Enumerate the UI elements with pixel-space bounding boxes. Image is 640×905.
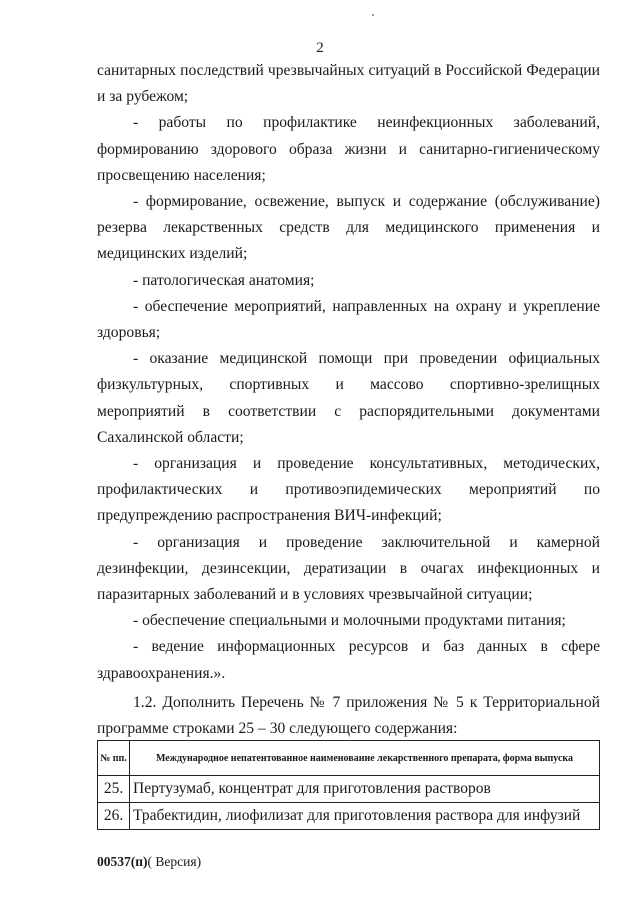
table-header-row xyxy=(98,741,600,776)
page-number: 2 xyxy=(316,40,324,56)
list-item-nutrition: - обеспечение специальными и молочными продуктами питания; xyxy=(133,612,566,630)
row-number: 25. xyxy=(98,776,130,803)
list-item-sports-medical-care: - оказание медицинской помощи при проведении официальных физкультурных, спортивных и массово спортивно-зрелищных мероприятий в соответствии с распорядительными документами Сахалинской области; xyxy=(97,350,600,446)
paragraph-1-2: 1.2. Дополнить Перечень № 7 приложения № 5 к Территориальной программе строками 25 – 30 следующего содержания: xyxy=(97,693,600,738)
header-drug-name: Международное непатентованное наименование лекарственного препарата, форма выпуска xyxy=(130,741,600,776)
table-row xyxy=(98,776,600,803)
list-item-health-protection: - обеспечение мероприятий, направленных на охрану и укрепление здоровья; xyxy=(97,297,600,342)
row-number: 26. xyxy=(98,803,130,830)
list-item-disinfection: - организация и проведение заключительной и камерной дезинфекции, дезинсекции, дератизации в очагах инфекционных и паразитарных заболеваний и в условиях чрезвычайной ситуации; xyxy=(97,533,600,604)
header-number: № пп. xyxy=(98,741,130,776)
drug-list-table xyxy=(97,740,600,830)
list-item-drug-reserve: - формирование, освежение, выпуск и содержание (обслуживание) резерва лекарственных средств для медицинского применения и медицинских изделий; xyxy=(97,193,600,263)
document-footer xyxy=(97,854,201,870)
list-item-hiv-prevention: - организация и проведение консультативных, методических, профилактических и противоэпидемических мероприятий по предупреждению распространения ВИЧ-инфекций; xyxy=(97,455,600,525)
document-body xyxy=(97,58,600,742)
list-item-information-resources: - ведение информационных ресурсов и баз данных в сфере здравоохранения.». xyxy=(97,638,600,682)
table-row xyxy=(98,803,600,830)
document-version: ( Версия) xyxy=(147,854,202,869)
paragraph-continuation: санитарных последствий чрезвычайных ситуаций в Российской Федерации и за рубежом; xyxy=(97,62,600,106)
scan-speck xyxy=(372,14,374,16)
document-code: 00537(п) xyxy=(97,854,148,869)
list-item-pathology: - патологическая анатомия; xyxy=(133,271,315,289)
list-item-prevention: - работы по профилактике неинфекционных заболеваний, формированию здорового образа жизни и санитарно-гигиеническому просвещению населения; xyxy=(97,114,600,184)
row-drug-name: Трабектидин, лиофилизат для приготовления раствора для инфузий xyxy=(130,803,600,830)
row-drug-name: Пертузумаб, концентрат для приготовления растворов xyxy=(130,776,600,803)
